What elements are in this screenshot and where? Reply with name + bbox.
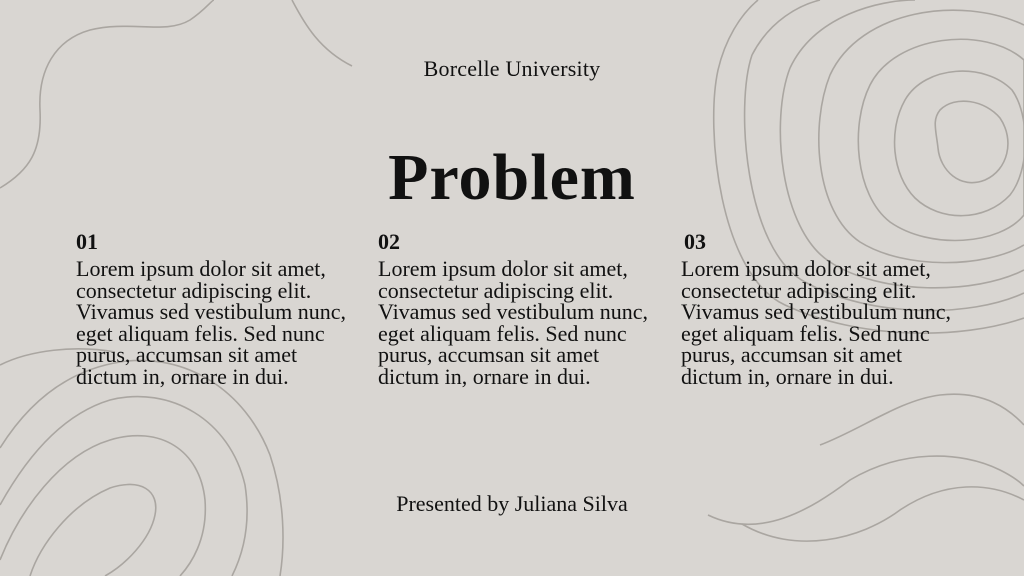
contour-line xyxy=(819,10,1024,262)
problem-column-2 xyxy=(378,228,663,387)
slide-title: Problem xyxy=(388,141,636,214)
column-text: Lorem ipsum dolor sit amet, consectetur adipiscing elit. Vivamus sed vestibulum nunc, eget aliquam felis. Sed nunc purus, accumsan sit amet dictum in, ornare in dui. xyxy=(681,256,951,389)
problem-column-1 xyxy=(76,228,361,387)
column-text: Lorem ipsum dolor sit amet, consectetur adipiscing elit. Vivamus sed vestibulum nunc, eget aliquam felis. Sed nunc purus, accumsan sit amet dictum in, ornare in dui. xyxy=(76,256,346,389)
contour-line xyxy=(820,394,1024,445)
contour-line xyxy=(0,360,283,576)
problem-column-3 xyxy=(681,228,966,387)
column-text: Lorem ipsum dolor sit amet, consectetur adipiscing elit. Vivamus sed vestibulum nunc, eget aliquam felis. Sed nunc purus, accumsan sit amet dictum in, ornare in dui. xyxy=(378,256,648,389)
university-name: Borcelle University xyxy=(423,56,601,81)
column-number: 01 xyxy=(76,229,98,254)
presenter-credit: Presented by Juliana Silva xyxy=(396,491,628,516)
contour-line xyxy=(0,397,247,576)
column-number: 02 xyxy=(378,229,400,254)
column-number: 03 xyxy=(684,229,706,254)
